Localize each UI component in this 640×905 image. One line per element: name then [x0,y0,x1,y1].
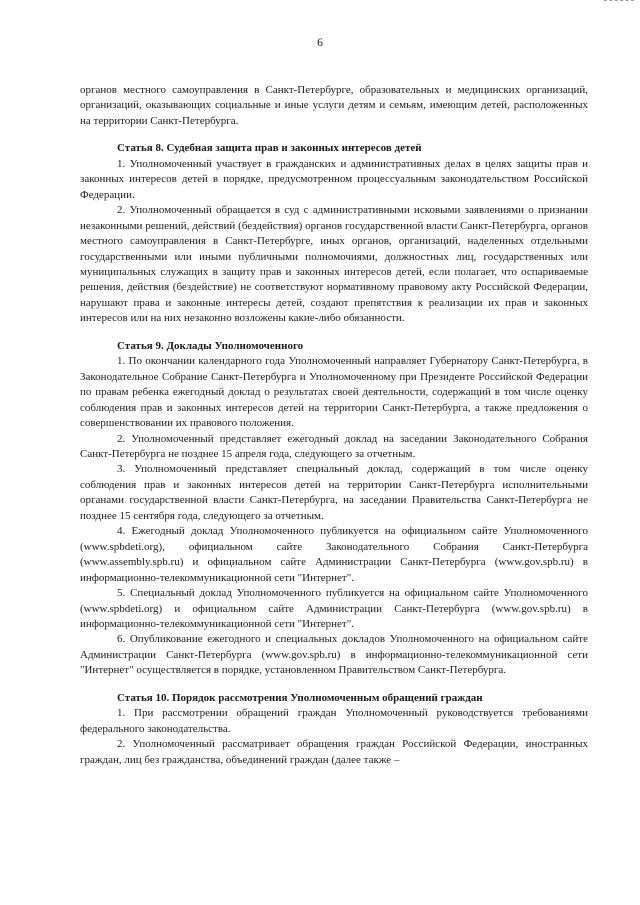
article-10-paragraph-2: 2. Уполномоченный рассматривает обращения граждан Российской Федерации, иностранных граждан, лиц без гражданства, объединений граждан (далее также – [80,738,588,766]
article-9-title: Статья 9. Доклады Уполномоченного [117,339,304,352]
article-8-paragraph-2: 2. Уполномоченный обращается в суд с административными исковыми заявлениями о признании незаконными решений, действий (бездействия) органов государственной власти Санкт-Петербурга, органов местного самоуправления в Санкт-Петербурге, иных органов, организаций, наделенных отдельными государственными или иными публичными полномочиями, должностных лиц, государственных или муниципальных служащих в защиту прав и законных интересов детей, если полагает, что оспариваемые решения, действия (бездействие) не соответствуют нормативному правовому акту Российской Федерации, нарушают права и законные интересы детей, создают препятствия к реализации их прав и законных интересов или на них незаконно возложены какие-либо обязанности. [80,204,588,325]
article-9-paragraph-4: 4. Ежегодный доклад Уполномоченного публикуется на официальном сайте Уполномоченного (www.spbdeti.org), официальном сайте Законодательного Собрания Санкт-Петербурга (www.assembly.spb.ru) и официальном сайте Администрации Санкт-Петербурга (www.gov.spb.ru) в информационно-телекоммуникационной сети "Интернет". [80,525,588,584]
article-8 [80,141,588,326]
article-10 [80,691,588,768]
intro-paragraph: органов местного самоуправления в Санкт-Петербурге, образовательных и медицинских организаций, организаций, оказывающих социальные и иные услуги детям и семьям, имеющим детей, расположенных на территории Санкт-Петербурга. [80,84,588,127]
article-8-paragraph-1: 1. Уполномоченный участвует в гражданских и административных делах в целях защиты прав и законных интересов детей в порядке, предусмотренном процессуальным законодательством Российской Федерации. [80,157,588,201]
scan-edge-mark [604,0,634,2]
article-10-paragraph-1: 1. При рассмотрении обращений граждан Уполномоченный руководствуется требованиями федерального законодательства. [80,707,588,735]
article-9-paragraph-6: 6. Опубликование ежегодного и специальных докладов Уполномоченного на официальном сайте Администрации Санкт-Петербурга (www.gov.spb.ru) в информационно-телекоммуникационной сети "Интернет" осуществляется в порядке, установленном Правительством Санкт-Петербурга. [80,633,588,677]
article-9-paragraph-5: 5. Специальный доклад Уполномоченного публикуется на официальном сайте Уполномоченного (www.spbdeti.org) и официальном сайте Администрации Санкт-Петербурга (www.gov.spb.ru) в информационно-телекоммуникационной сети "Интернет". [80,587,588,630]
article-9 [80,339,588,679]
article-9-paragraph-3: 3. Уполномоченный представляет специальный доклад, содержащий в том числе оценку соблюдения прав и законных интересов детей на территории Санкт-Петербурга исполнительными органами государственной власти Санкт-Петербурга, на заседании Правительства Санкт-Петербурга не позднее 15 сентября года, следующего за отчетным. [80,463,588,522]
article-9-paragraph-1: 1. По окончании календарного года Уполномоченный направляет Губернатору Санкт-Петербурга, в Законодательное Собрание Санкт-Петербурга и Уполномоченному при Президенте Российской Федерации по правам ребенка ежегодный доклад о результатах своей деятельности, содержащий в том числе оценку соблюдения прав и законных интересов детей на территории Санкт-Петербурга, а также предложения о совершенствовании их правового положения. [80,355,588,430]
page-number: 6 [317,37,323,49]
article-9-paragraph-2: 2. Уполномоченный представляет ежегодный доклад на заседании Законодательного Собрания Санкт-Петербурга не позднее 15 апреля года, следующего за отчетным. [80,432,588,460]
article-8-title: Статья 8. Судебная защита прав и законных интересов детей [117,142,422,155]
article-10-title: Статья 10. Порядок рассмотрения Уполномоченным обращений граждан [117,691,483,704]
document-body [80,83,588,768]
